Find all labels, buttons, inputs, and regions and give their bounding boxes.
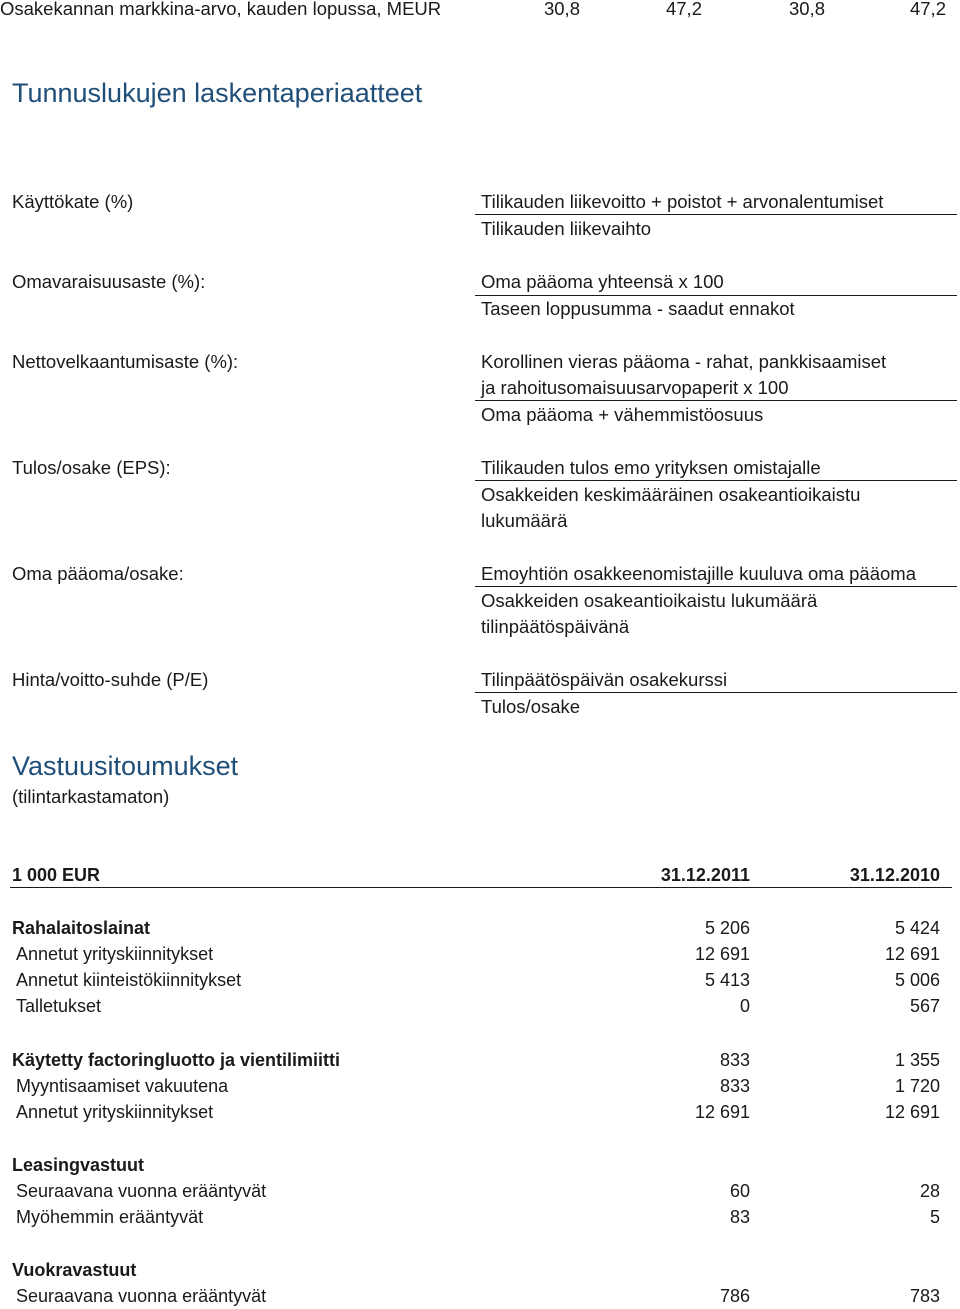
- table-cell-2011: 5 413: [704, 970, 750, 990]
- principle-numerator: Tilinpäätöspäivän osakekurssi: [481, 669, 728, 690]
- principle-denominator: Osakkeiden osakeantioikaistu lukumäärä: [481, 590, 818, 611]
- table-row-label: Myyntisaamiset vakuutena: [16, 1076, 229, 1096]
- principle-denominator: Oma pääoma + vähemmistöosuus: [481, 404, 764, 425]
- principle-numerator: Emoyhtiön osakkeenomistajille kuuluva oma pääoma: [481, 563, 916, 584]
- fraction-rule: [475, 692, 957, 693]
- table-row-label: Annetut kiinteistökiinnitykset: [16, 970, 242, 990]
- commitments-subheading: (tilintarkastamaton): [12, 786, 170, 807]
- principle-denominator: lukumäärä: [481, 510, 568, 531]
- table-cell-2011: 12 691: [694, 1102, 750, 1122]
- market-value-1: 30,8: [543, 0, 580, 19]
- market-value-2: 47,2: [665, 0, 702, 19]
- table-cell-2011: 0: [739, 996, 750, 1016]
- table-row-label: Seuraavana vuonna erääntyvät: [16, 1286, 267, 1306]
- market-value-label: Osakekannan markkina-arvo, kauden lopussa, MEUR: [0, 0, 442, 19]
- table-row-label: Annetut yrityskiinnitykset: [16, 944, 214, 964]
- principle-label-gearing: Nettovelkaantumisaste (%):: [12, 351, 239, 372]
- table-cell-2010: 5 006: [894, 970, 940, 990]
- principle-denominator: Taseen loppusumma - saadut ennakot: [481, 298, 795, 319]
- principle-numerator: Tilikauden liikevoitto + poistot + arvonalentumiset: [481, 191, 884, 212]
- principle-numerator: Oma pääoma yhteensä x 100: [481, 271, 724, 292]
- principle-denominator: Tulos/osake: [481, 696, 581, 717]
- table-row-label: Rahalaitoslainat: [12, 918, 151, 938]
- table-row-label: Annetut yrityskiinnitykset: [16, 1102, 214, 1122]
- principle-denominator: Osakkeiden keskimääräinen osakeantioikaistu: [481, 484, 861, 505]
- table-col1-header: 31.12.2011: [660, 865, 750, 885]
- table-cell-2011: 12 691: [694, 944, 750, 964]
- principle-denominator: tilinpäätöspäivänä: [481, 616, 630, 637]
- fraction-rule: [475, 586, 957, 587]
- table-unit-header: 1 000 EUR: [12, 865, 101, 885]
- principle-label-ebitda: Käyttökate (%): [12, 191, 134, 212]
- table-cell-2010: 567: [909, 996, 940, 1016]
- table-cell-2010: 5: [929, 1207, 940, 1227]
- principle-denominator: Tilikauden liikevaihto: [481, 218, 652, 239]
- fraction-rule: [475, 400, 957, 401]
- table-cell-2011: 83: [729, 1207, 750, 1227]
- market-value-4: 47,2: [909, 0, 946, 19]
- table-cell-2010: 12 691: [884, 1102, 940, 1122]
- principles-heading: Tunnuslukujen laskentaperiaatteet: [12, 78, 423, 108]
- table-cell-2010: 1 355: [894, 1050, 940, 1070]
- principle-numerator: ja rahoitusomaisuusarvopaperit x 100: [481, 377, 789, 398]
- fraction-rule: [475, 480, 957, 481]
- table-cell-2010: 5 424: [894, 918, 940, 938]
- table-col2-header: 31.12.2010: [849, 865, 940, 885]
- principle-numerator: Korollinen vieras pääoma - rahat, pankkisaamiset: [481, 351, 887, 372]
- table-cell-2011: 786: [719, 1286, 750, 1306]
- principle-label-pe: Hinta/voitto-suhde (P/E): [12, 669, 209, 690]
- fraction-rule: [475, 214, 957, 215]
- principle-label-equity-ratio: Omavaraisuusaste (%):: [12, 271, 206, 292]
- market-value-3: 30,8: [788, 0, 825, 19]
- table-cell-2010: 1 720: [894, 1076, 940, 1096]
- table-cell-2011: 833: [719, 1076, 750, 1096]
- table-cell-2010: 28: [919, 1181, 940, 1201]
- table-cell-2011: 833: [719, 1050, 750, 1070]
- table-row-label: Myöhemmin erääntyvät: [16, 1207, 204, 1227]
- table-cell-2010: 783: [909, 1286, 940, 1306]
- commitments-heading: Vastuusitoumukset: [12, 751, 239, 781]
- principle-label-eps: Tulos/osake (EPS):: [12, 457, 171, 478]
- table-row-label: Käytetty factoringluotto ja vientilimiitti: [12, 1050, 341, 1070]
- table-cell-2011: 5 206: [704, 918, 750, 938]
- table-row-label: Vuokravastuut: [12, 1260, 137, 1280]
- table-row-label: Talletukset: [16, 996, 102, 1016]
- table-row-label: Seuraavana vuonna erääntyvät: [16, 1181, 267, 1201]
- principle-numerator: Tilikauden tulos emo yrityksen omistajalle: [481, 457, 821, 478]
- principle-label-equity-per-share: Oma pääoma/osake:: [12, 563, 184, 584]
- table-cell-2011: 60: [729, 1181, 750, 1201]
- table-cell-2010: 12 691: [884, 944, 940, 964]
- table-row-label: Leasingvastuut: [12, 1155, 145, 1175]
- table-header-rule: [10, 887, 952, 888]
